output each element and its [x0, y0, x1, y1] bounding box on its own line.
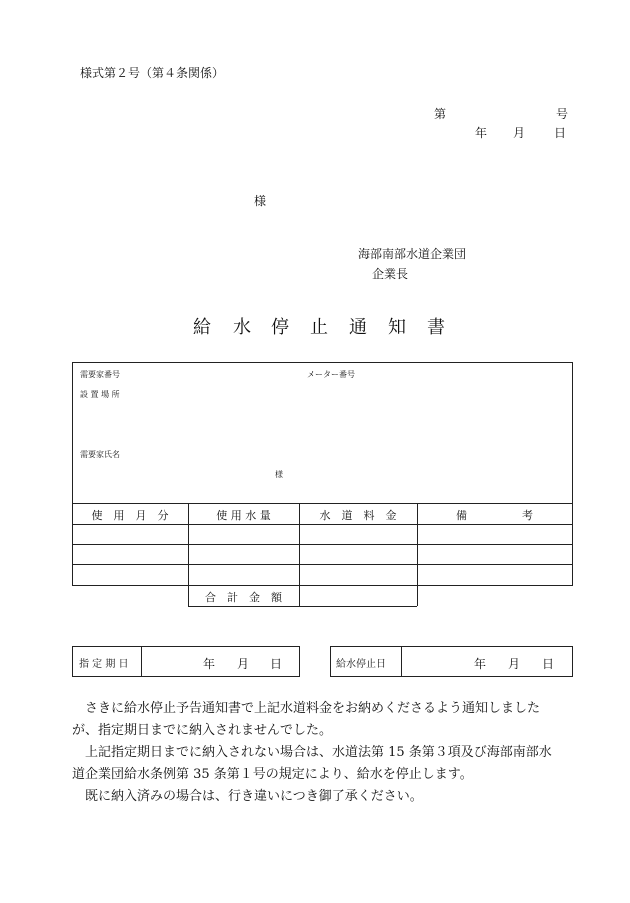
total-amount-label: 合 計 金 額 — [205, 591, 282, 604]
table-row — [72, 564, 572, 585]
body-line: 既に納入済みの場合は、行き違いにつき御了承ください。 — [72, 789, 423, 804]
stop-day: 日 — [542, 657, 555, 671]
customer-info-box — [72, 362, 573, 504]
body-line: 上記指定期日までに納入されない場合は、水道法第 15 条第３項及び海部南部水 — [72, 745, 552, 760]
designated-year: 年 — [203, 657, 216, 671]
body-line: が、指定期日までに納入されませんでした。 — [72, 723, 333, 738]
designated-month: 月 — [237, 657, 250, 671]
date-year: 年 — [475, 126, 488, 140]
title-char: 給 — [193, 317, 211, 338]
document-title — [0, 313, 630, 337]
header-water-charge: 水 道 料 金 — [319, 509, 397, 522]
number-suffix: 号 — [556, 107, 569, 121]
title-char: 知 — [388, 317, 406, 338]
body-paragraph — [72, 698, 582, 808]
body-line: さきに給水停止予告通知書で上記水道料金をお納めくださるよう通知しました — [72, 701, 541, 716]
install-location-label: 設 置 場 所 — [80, 390, 120, 399]
number-prefix: 第 — [434, 107, 447, 121]
table-row — [72, 524, 572, 544]
date-day: 日 — [554, 126, 567, 140]
stop-month: 月 — [508, 657, 521, 671]
header-usage-volume: 使 用 水 量 — [216, 509, 271, 522]
total-amount-value — [300, 586, 416, 606]
issuer-organization: 海部南部水道企業団 — [358, 247, 467, 261]
title-char: 水 — [233, 317, 251, 338]
stop-date-label: 給水停止日 — [336, 659, 386, 670]
customer-name-label: 需要家氏名 — [80, 450, 120, 459]
customer-number-label: 需要家番号 — [80, 370, 120, 379]
stop-year: 年 — [474, 657, 487, 671]
meter-number-label: メーター番号 — [307, 370, 355, 379]
title-char: 通 — [349, 317, 367, 338]
title-char: 停 — [271, 317, 289, 338]
title-char: 書 — [427, 317, 445, 338]
body-line: 道企業団給水条例第 35 条第１号の規定により、給水を停止します。 — [72, 767, 473, 782]
date-month: 月 — [513, 126, 526, 140]
customer-honorific: 様 — [275, 470, 283, 479]
addressee-honorific: 様 — [254, 194, 267, 208]
table-row — [72, 544, 572, 564]
header-usage-month: 使 用 月 分 — [91, 509, 169, 522]
header-remarks: 備 考 — [456, 509, 533, 522]
issuer-position: 企業長 — [372, 267, 409, 281]
designated-date-label: 指 定 期 日 — [79, 659, 129, 670]
title-char: 止 — [310, 317, 328, 338]
form-number: 様式第２号（第４条関係） — [80, 66, 225, 80]
designated-day: 日 — [270, 657, 283, 671]
